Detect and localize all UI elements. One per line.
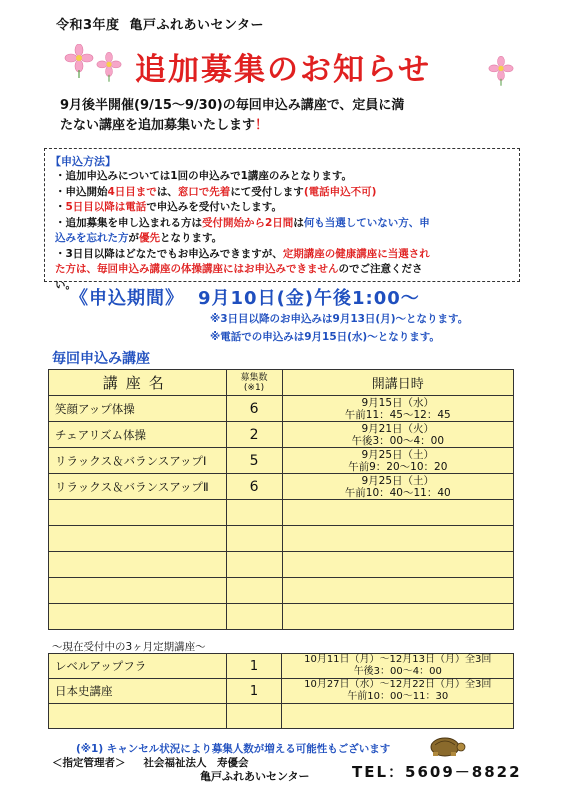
- period-label: 《申込期間》: [70, 288, 184, 309]
- course-table: [48, 369, 514, 630]
- course-count: 1: [226, 654, 282, 679]
- application-period: [70, 284, 420, 310]
- table-row: [49, 654, 514, 679]
- table-row-empty: [49, 578, 514, 604]
- method-line: ・申込開始4日目までは、窓口で先着にて受付します(電話申込不可): [55, 185, 377, 198]
- intro-text: [60, 96, 520, 136]
- course-date: 9月21日（火） 午後3：00～4：00: [282, 422, 514, 448]
- intro-line2: たない講座を追加募集いたします: [60, 118, 256, 133]
- manager-label: ＜指定管理者＞: [52, 757, 126, 769]
- method-heading: 【申込方法】: [50, 155, 116, 168]
- table-row-empty: [49, 704, 514, 729]
- course-date: 9月15日（水） 午前11：45～12：45: [282, 396, 514, 422]
- table-row-empty: [49, 552, 514, 578]
- fiscal-year: 令和3年度: [56, 18, 120, 33]
- turtle-icon: [425, 733, 467, 757]
- header: [56, 14, 264, 33]
- course-count: 6: [226, 396, 282, 422]
- method-line: ・追加申込みについては1回の申込みで1講座のみとなります。: [55, 170, 353, 182]
- footer-center: 亀戸ふれあいセンター: [200, 770, 310, 783]
- intro-line1: 9月後半開催(9/15～9/30)の毎回申込み講座で、定員に満: [60, 98, 405, 113]
- telephone: TEL：5609－8822: [352, 763, 522, 781]
- period-note: ※電話での申込みは9月15日(水)～となります。: [210, 331, 440, 343]
- header-name: 講座名: [49, 370, 227, 396]
- table-row: [49, 396, 514, 422]
- method-line: 込みを忘れた方が優先となります。: [55, 232, 223, 244]
- course-name: 日本史講座: [49, 679, 227, 704]
- method-lines: [55, 169, 515, 293]
- center-name: 亀戸ふれあいセンター: [129, 18, 265, 33]
- period-note: ※3日目以降のお申込みは9月13日(月)～となります。: [210, 313, 469, 325]
- method-line: た方は、毎回申込み講座の体操講座にはお申込みできませんのでご注意くださ: [55, 263, 423, 275]
- table-header: [49, 370, 514, 396]
- course-name: リラックス＆バランスアップⅡ: [49, 474, 227, 500]
- course-name: レベルアップフラ: [49, 654, 227, 679]
- course-date: 9月25日（土） 午前10：40～11：40: [282, 474, 514, 500]
- table-row-empty: [49, 604, 514, 630]
- intro-mark: ！: [255, 118, 269, 133]
- table-row: [49, 679, 514, 704]
- regular-course-table: [48, 653, 514, 729]
- sub-title: ～現在受付中の3ヶ月定期講座～: [52, 641, 206, 653]
- method-line: ・3日目以降はどなたでもお申込みできますが、定期講座の健康講座に当選され: [55, 247, 430, 260]
- method-line: い。: [55, 278, 76, 291]
- table-row: [49, 422, 514, 448]
- course-count: 2: [226, 422, 282, 448]
- table-row: [49, 474, 514, 500]
- table-row: [49, 448, 514, 474]
- course-date: 10月11日（月）～12月13日（月）全3回 午後3：00～4：00: [282, 654, 514, 679]
- course-name: チェアリズム体操: [49, 422, 227, 448]
- course-date: 9月25日（土） 午前9：20～10：20: [282, 448, 514, 474]
- course-date: 10月27日（水）～12月22日（月）全3回 午前10：00～11：30: [282, 679, 514, 704]
- header-date: 開講日時: [282, 370, 514, 396]
- page-title: 追加募集のお知らせ: [134, 52, 432, 88]
- manager-name: 社会福祉法人 寿優会: [143, 757, 249, 769]
- section-title: 毎回申込み講座: [52, 351, 150, 367]
- method-line: ・追加募集を申し込まれる方は受付開始から2日間は何も当選していない方、申: [55, 216, 430, 229]
- course-count: 1: [226, 679, 282, 704]
- course-count: 5: [226, 448, 282, 474]
- header-count: 募集数 (※1): [226, 370, 282, 396]
- method-line: ・5日目以降は電話で申込みを受付いたします。: [55, 201, 282, 213]
- table-row-empty: [49, 500, 514, 526]
- footnote: (※1) キャンセル状況により募集人数が増える可能性もございます: [76, 743, 391, 755]
- table-row-empty: [49, 526, 514, 552]
- method-box: [44, 148, 520, 291]
- course-name: 笑顔アップ体操: [49, 396, 227, 422]
- period-value: 9月10日(金)午後1:00～: [198, 288, 420, 309]
- course-name: リラックス＆バランスアップⅠ: [49, 448, 227, 474]
- course-count: 6: [226, 474, 282, 500]
